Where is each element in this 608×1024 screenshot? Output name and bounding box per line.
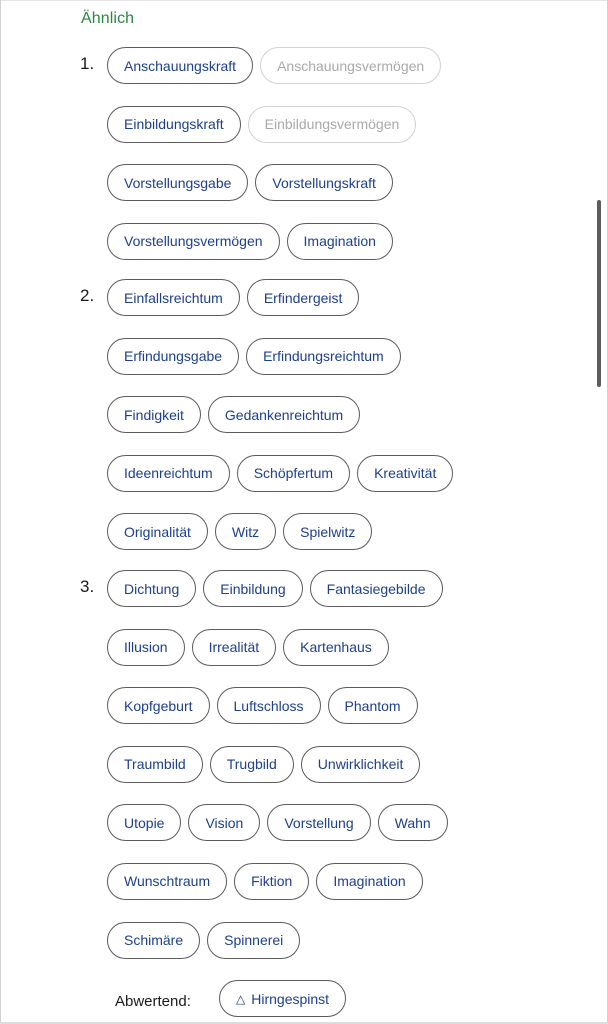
chip-row: [107, 922, 448, 959]
synonym-chip[interactable]: Trugbild: [210, 746, 294, 783]
chip-row: [107, 570, 448, 607]
synonym-chip[interactable]: Fantasiegebilde: [310, 570, 443, 607]
synonym-chip-rows: [107, 570, 448, 980]
synonym-chip[interactable]: Vorstellungsgabe: [107, 164, 248, 201]
pejorative-label: Abwertend:: [115, 993, 191, 1010]
synonym-chip[interactable]: Schöpfertum: [237, 455, 350, 492]
synonym-chip[interactable]: Phantom: [328, 687, 418, 724]
synonym-chip[interactable]: Einfallsreichtum: [107, 279, 240, 316]
chip-row: [107, 687, 448, 724]
synonym-chip[interactable]: Kartenhaus: [283, 629, 389, 666]
synonym-chip[interactable]: Dichtung: [107, 570, 196, 607]
synonym-chip[interactable]: Traumbild: [107, 746, 203, 783]
synonym-chip[interactable]: Spinnerei: [207, 922, 300, 959]
synonym-chip[interactable]: Unwirklichkeit: [301, 746, 421, 783]
synonym-chip[interactable]: Gedankenreichtum: [208, 396, 360, 433]
synonym-chip[interactable]: Einbildung: [203, 570, 302, 607]
chip-row: [107, 106, 441, 143]
synonym-chip[interactable]: Erfindergeist: [247, 279, 360, 316]
chip-row: [107, 863, 448, 900]
chip-row: [107, 513, 453, 550]
synonym-chip[interactable]: Findigkeit: [107, 396, 201, 433]
group-number: 2.: [80, 286, 95, 305]
synonym-chip[interactable]: Originalität: [107, 513, 208, 550]
synonym-chip[interactable]: Fiktion: [234, 863, 309, 900]
synonym-chip[interactable]: Vorstellung: [267, 804, 370, 841]
chip-row: [107, 804, 448, 841]
group-number: 1.: [80, 54, 95, 73]
chip-row: [107, 279, 453, 316]
chip-row: [107, 47, 441, 84]
synonym-chip[interactable]: Utopie: [107, 804, 181, 841]
synonym-chip[interactable]: Spielwitz: [283, 513, 372, 550]
synonym-chip[interactable]: Illusion: [107, 629, 185, 666]
synonym-chip[interactable]: Erfindungsgabe: [107, 338, 239, 375]
synonym-chip-hirngespinst[interactable]: [219, 980, 346, 1017]
chip-row: [107, 338, 453, 375]
synonym-chip-rows: [107, 279, 453, 572]
synonym-chip[interactable]: Anschauungsvermögen: [260, 47, 441, 84]
synonym-chip[interactable]: Irrealität: [192, 629, 277, 666]
synonym-chip[interactable]: Ideenreichtum: [107, 455, 230, 492]
synonym-chip[interactable]: Kopfgeburt: [107, 687, 210, 724]
synonym-chip[interactable]: Wahn: [378, 804, 448, 841]
chip-row: [107, 746, 448, 783]
scrollbar[interactable]: [597, 200, 601, 387]
chip-row: [107, 164, 441, 201]
synonym-chip-rows: [107, 47, 441, 281]
synonym-chip[interactable]: Kreativität: [357, 455, 453, 492]
chip-row: [107, 629, 448, 666]
synonym-chip[interactable]: Vision: [188, 804, 260, 841]
synonym-chip[interactable]: Schimäre: [107, 922, 200, 959]
synonym-chip[interactable]: Witz: [215, 513, 276, 550]
chip-row: [107, 396, 453, 433]
group-number: 3.: [80, 577, 95, 596]
synonym-chip[interactable]: Imagination: [316, 863, 422, 900]
synonym-chip[interactable]: Einbildungsvermögen: [248, 106, 417, 143]
synonym-chip[interactable]: Anschauungskraft: [107, 47, 253, 84]
section-title-aehnlich: Ähnlich: [81, 10, 135, 27]
synonym-chip[interactable]: Erfindungsreichtum: [246, 338, 401, 375]
chip-row: [107, 455, 453, 492]
chip-label: Hirngespinst: [251, 990, 330, 1007]
synonym-chip[interactable]: Imagination: [287, 223, 393, 260]
warning-triangle-icon: △: [236, 991, 246, 1006]
synonym-chip[interactable]: Vorstellungsvermögen: [107, 223, 280, 260]
left-border: [0, 0, 1, 1024]
synonym-chip[interactable]: Luftschloss: [217, 687, 321, 724]
synonym-chip[interactable]: Vorstellungskraft: [255, 164, 393, 201]
chip-row: [107, 223, 441, 260]
top-border: [0, 0, 608, 1]
synonym-chip[interactable]: Einbildungskraft: [107, 106, 241, 143]
synonym-chip[interactable]: Wunschtraum: [107, 863, 227, 900]
